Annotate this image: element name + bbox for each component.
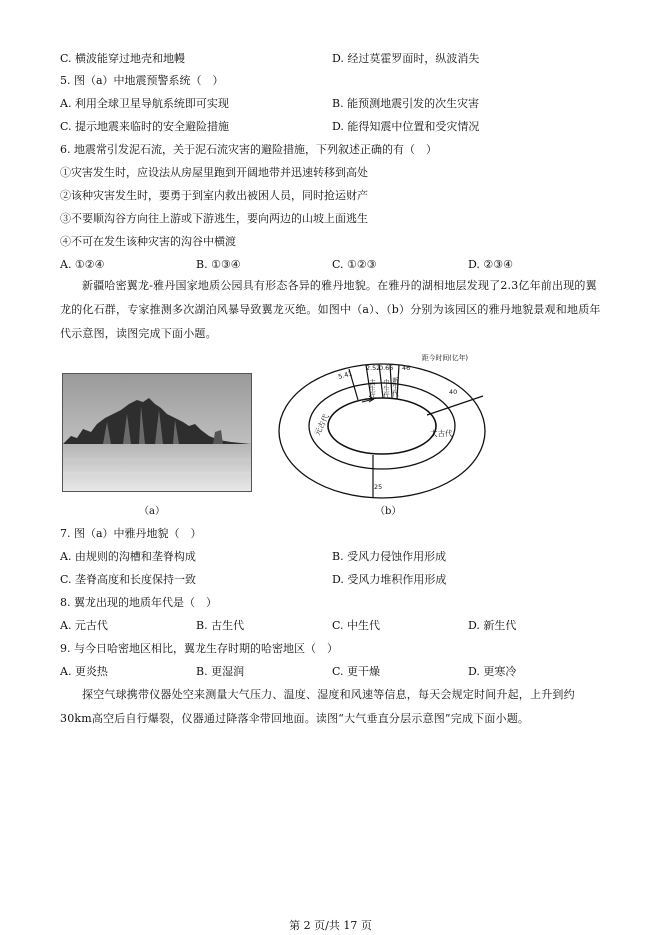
passage-yardang: 新疆哈密翼龙-雅丹国家地质公园具有形态各异的雅丹地貌。在雅丹的湖相地层发现了2.3亿年前出现的翼龙的化石群，专家推测多次湖泊风暴导致翼龙灭绝。如图中（a）、（b）分别为该园区的雅丹地貌景观和地质年代示意图，读图完成下面小题。 <box>60 279 601 340</box>
passage-sounding-balloon: 探空气球携带仪器处空来测量大气压力、温度、湿度和风速等信息，每天会规定时间升起，上升到约30km高空后自行爆裂，仪器通过降落伞带回地面。读图“大气垂直分层示意图”完成下面小题。 <box>60 688 575 725</box>
q4-option-c: C. 横波能穿过地壳和地幔 <box>60 52 186 65</box>
q5-option-a: A. 利用全球卫星导航系统即可实现 <box>60 97 229 110</box>
q6-statement-1: ①灾害发生时，应设法从房屋里跑到开阔地带并迅速转移到高处 <box>60 166 368 179</box>
era-paleozoic: 古生代 <box>368 379 376 399</box>
q7-option-b: B. 受风力侵蚀作用形成 <box>332 550 447 563</box>
q7-option-c: C. 垄脊高度和长度保持一致 <box>60 573 197 586</box>
era-archean: 太古代 <box>430 429 453 438</box>
q7-option-d: D. 受风力堆积作用形成 <box>332 573 447 586</box>
q8-option-d: D. 新生代 <box>468 619 517 632</box>
q8-stem: 8. 翼龙出现的地质年代是（ ） <box>60 596 217 609</box>
page-number: 第 2 页/共 17 页 <box>289 919 372 932</box>
q6-stem: 6. 地震常引发泥石流，关于泥石流灾害的避险措施，下列叙述正确的有（ ） <box>60 143 437 156</box>
time-axis-label: 距今时间(亿年) <box>422 354 469 362</box>
boundary-40: 40 <box>449 388 458 396</box>
q4-option-d: D. 经过莫霍罗面时，纵波消失 <box>332 52 480 65</box>
figure-b-caption: （b） <box>375 506 402 517</box>
q6-statement-3: ③不要顺沟谷方向往上游或下游逃生，要向两边的山坡上面逃生 <box>60 212 368 225</box>
q6-option-d: D. ②③④ <box>468 258 514 271</box>
q7-stem: 7. 图（a）中雅丹地貌（ ） <box>60 527 202 540</box>
q8-option-b: B. 古生代 <box>196 619 245 632</box>
q9-option-c: C. 更干燥 <box>332 665 381 678</box>
q7-option-a: A. 由规则的沟槽和垄脊构成 <box>60 550 196 563</box>
boundary-541: 5.41 <box>337 369 354 381</box>
era-mesozoic: 中生代 <box>382 379 390 399</box>
boundary-066: 0.66 <box>379 364 394 372</box>
geologic-time-diagram <box>276 352 490 512</box>
q5-option-b: B. 能预测地震引发的次生灾害 <box>332 97 480 110</box>
q8-option-a: A. 元古代 <box>60 619 108 632</box>
boundary-46: 46 <box>402 364 411 372</box>
q6-option-c: C. ①②③ <box>332 258 377 271</box>
q9-option-a: A. 更炎热 <box>60 665 108 678</box>
q8-option-c: C. 中生代 <box>332 619 381 632</box>
q9-option-b: B. 更湿润 <box>196 665 245 678</box>
q5-option-c: C. 提示地震来临时的安全避险措施 <box>60 120 230 133</box>
figure-a-caption: （a） <box>139 506 165 517</box>
boundary-252: 2.52 <box>366 364 381 372</box>
q9-stem: 9. 与今日哈密地区相比，翼龙生存时期的哈密地区（ ） <box>60 642 338 655</box>
q6-statement-2: ②该种灾害发生时，要勇于到室内救出被困人员，同时抢运财产 <box>60 189 368 202</box>
q6-option-a: A. ①②④ <box>60 258 105 271</box>
q5-option-d: D. 能得知震中位置和受灾情况 <box>332 120 480 133</box>
era-proterozoic: 元古代 <box>312 412 331 437</box>
boundary-25: 25 <box>374 483 383 491</box>
q9-option-d: D. 更寒冷 <box>468 665 517 678</box>
q6-statement-4: ④不可在发生该种灾害的沟谷中横渡 <box>60 235 236 248</box>
q5-stem: 5. 图（a）中地震预警系统（ ） <box>60 74 224 87</box>
era-cenozoic: 新生代 <box>391 377 399 397</box>
yardang-landscape-photo <box>62 373 252 492</box>
q6-option-b: B. ①③④ <box>196 258 241 271</box>
